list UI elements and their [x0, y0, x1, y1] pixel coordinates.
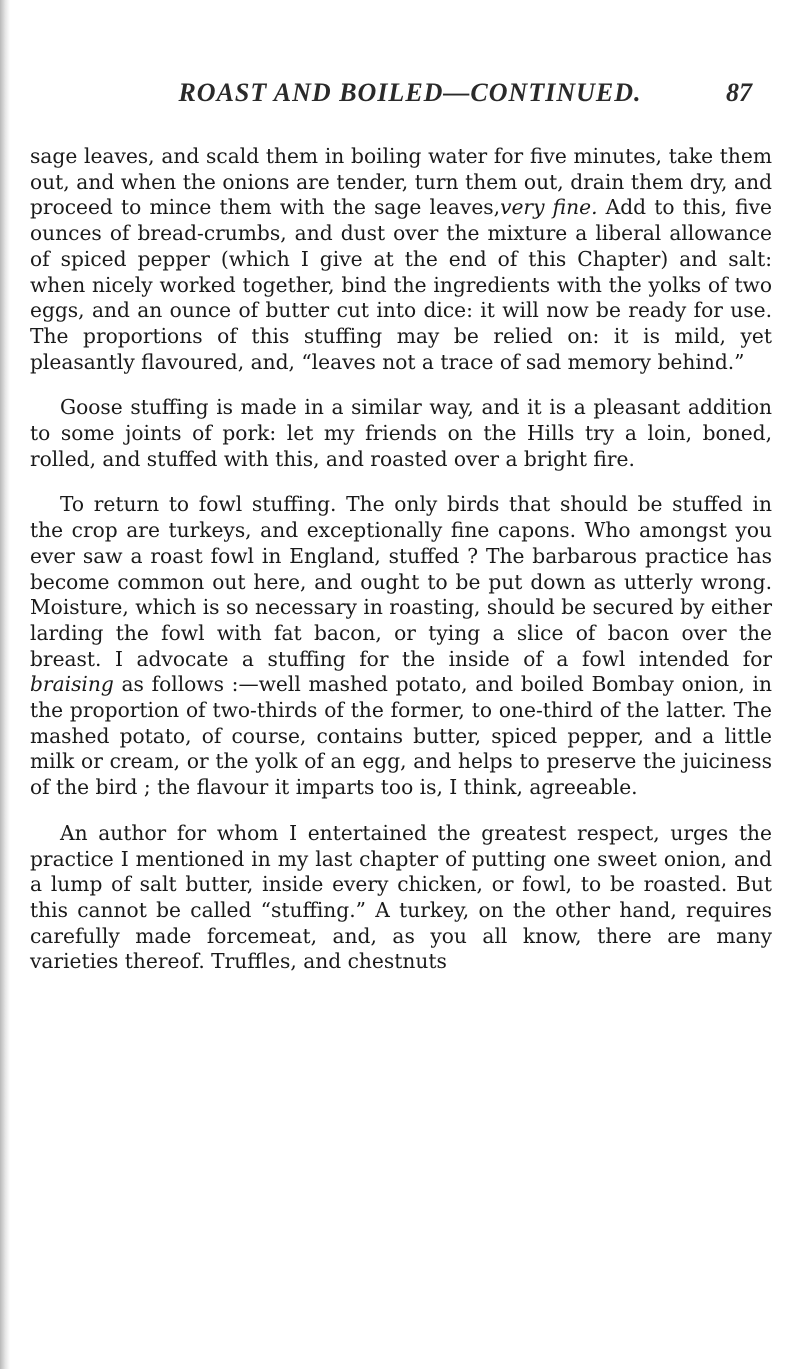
paragraph-3: [30, 492, 772, 800]
page-body: [30, 144, 772, 975]
page-gutter-shadow: [0, 0, 10, 1369]
paragraph-3-text-b: as follows :—well mashed potato, and boiled Bombay onion, in the proportion of two-thirds of the former, to one-third of the latter. The mashed potato, of course, contains butter, spiced pepper, and a little milk or cream, or the yolk of an egg, and helps to preserve the juiciness of the bird ; the flavour it imparts too is, I think, agreeable.: [30, 672, 772, 800]
running-title: ROAST AND BOILED—CONTINUED.: [178, 78, 642, 107]
paragraph-2: Goose stuffing is made in a similar way, and it is a pleasant addition to some joints of pork: let my friends on the Hills try a loin, boned, rolled, and stuffed with this, and roasted over a bright fire.: [30, 395, 772, 471]
paragraph-3-emphasis: braising: [30, 672, 114, 697]
paragraph-1: [30, 144, 772, 375]
paragraph-4: An author for whom I entertained the greatest respect, urges the practice I mentioned in my last chapter of putting one sweet onion, and a lump of salt butter, inside every chicken, or fowl, to be roasted. But this cannot be called “stuffing.” A turkey, on the other hand, requires carefully made forcemeat, and, as you all know, there are many varieties thereof. Truffles, and chestnuts: [30, 820, 772, 974]
paragraph-1-emphasis: very fine.: [500, 195, 598, 220]
page-number: 87: [726, 78, 752, 107]
paragraph-3-text-a: To return to fowl stuffing. The only birds that should be stuffed in the crop are turkeys, and exceptionally fine capons. Who amongst you ever saw a roast fowl in England, stuffed ? The barbarous practice has become common out here, and ought to be put down as utterly wrong. Moisture, which is so necessary in roasting, should be secured by either larding the fowl with fat bacon, or tying a slice of bacon over the breast. I advocate a stuffing for the inside of a fowl intended for: [30, 492, 772, 671]
paragraph-1-text-b: Add to this, five ounces of bread-crumbs, and dust over the mixture a liberal allowance of spiced pepper (which I give at the end of this Chapter) and salt: when nicely worked together, bind the ingredients with the yolks of two eggs, and an ounce of butter cut into dice: it will now be ready for use. The proportions of this stuffing may be relied on: it is mild, yet pleasantly flavoured, and, “leaves not a trace of sad memory behind.”: [30, 195, 772, 374]
paragraph-1-text-a: sage leaves, and scald them in boiling water for five minutes, take them out, and when the onions are tender, turn them out, drain them dry, and proceed to mince them with the sage leaves,: [30, 144, 772, 220]
